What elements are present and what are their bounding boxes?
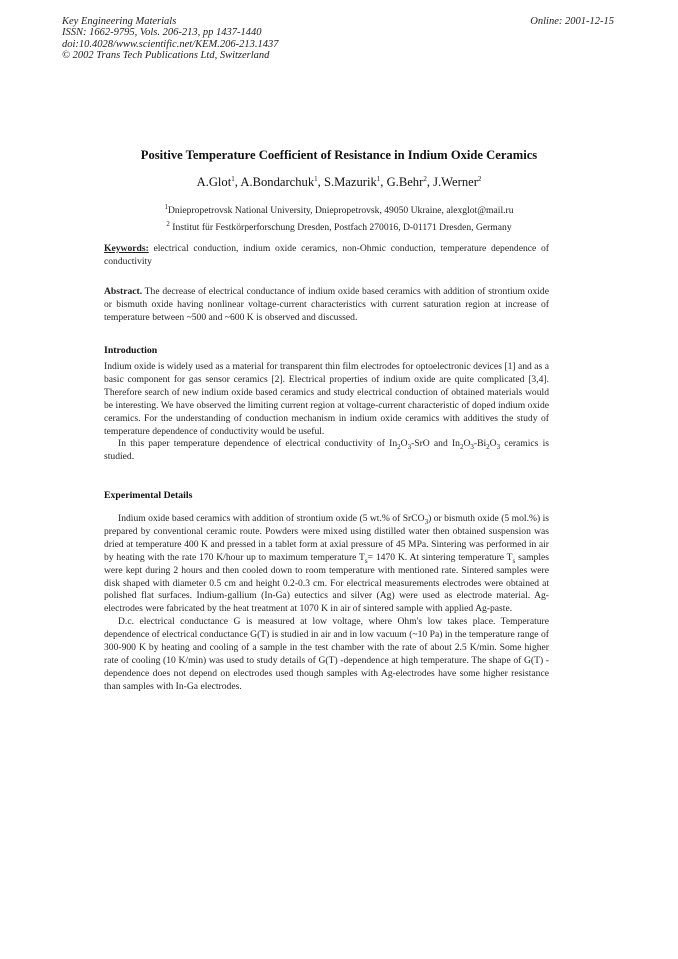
paragraph: In this paper temperature dependence of electrical conductivity of $In_2O_3$-SrO and $In_2O_3-Bi_2O_3$ ceramics is studied. (104, 438, 549, 463)
keywords-label: Keywords: (104, 243, 149, 254)
section-heading-experimental: Experimental Details (104, 490, 193, 501)
author-name: J.Werner (433, 175, 478, 190)
author-name: A.Bondarchuk (240, 175, 315, 190)
author-name: A.Glot (196, 175, 232, 190)
affiliation-marker: 1 (231, 175, 235, 183)
online-date: Online: 2001-12-15 (530, 16, 614, 27)
affiliation-1: $^1$Dniepropetrovsk National University, Dniepropetrovsk, 49050 Ukraine, alexglot@mail.ru (164, 203, 514, 217)
publication-header (62, 16, 279, 61)
affiliation-2: $^2$ Institut für Festkörperforschung Dresden, Postfach 270016, D-01171 Dresden, Germany (166, 219, 512, 233)
doi-line: doi:10.4028/www.scientific.net/KEM.206-213.1437 (62, 38, 279, 50)
paragraph: Indium oxide based ceramics with addition of strontium oxide (5 wt.% of SrCO$_3$) or bismuth oxide (5 mol.%) is prepared by conventional ceramic route. Powders were mixed using distilled water then obtained suspension was dried at temperature 400 K and pressed in a tablet form at axial pressure of 45 MPa. Sintering was performed in air by heating with the rate 170 K/hour up to maximum temperature $T_s= 1470$ K. At sintering temperature $T_s$ samples were kept during 2 hours and then cooled down to room temperature with mentioned rate. Sintered samples were disk shaped with diameter 0.5 cm and height 0.2-0.3 cm. For electrical measurements electrodes were obtained at polished flat surfaces. Indium-gallium (In-Ga) eutectics and silver (Ag) were used as electrode material. Ag-electrodes were fabricated by the heat treatment at 1070 K in air of sintered sample with applied Ag-paste. (104, 513, 549, 615)
affiliation-marker: 2 (423, 175, 427, 183)
affiliation-marker: 2 (477, 175, 482, 183)
keywords-text: electrical conduction, indium oxide ceramics, non-Ohmic conduction, temperature dependence of conductivity (104, 243, 549, 267)
abstract-text: The decrease of electrical conductance of indium oxide based ceramics with addition of strontium oxide or bismuth oxide having nonlinear voltage-current characteristics with current saturation region at increase of temperature between ~500 and ~600 K is observed and discussed. (104, 286, 549, 323)
copyright-line: © 2002 Trans Tech Publications Ltd, Switzerland (62, 49, 270, 61)
author-name: G.Behr (386, 175, 424, 190)
issn-line: ISSN: 1662-9795, Vols. 206-213, pp 1437-1440 (62, 27, 262, 39)
keywords (104, 243, 549, 269)
paper-title: Positive Temperature Coefficient of Resistance in Indium Oxide Ceramics (140, 148, 538, 162)
abstract (104, 286, 549, 325)
section-heading-introduction: Introduction (104, 345, 158, 356)
paragraph: D.c. electrical conductance G is measured at low voltage, where Ohm's low takes place. Temperature dependence of electrical conductance G(T) is studied in air and in low vacuum (~10 Pa) in the temperature range of 300-900 K by heating and cooling of a sample in the test chamber with the rate of about 2.5 K/min. Some higher rate of cooling (10 K/min) was used to study details of G(T) -dependence at high temperature. The shape of G(T) -dependence does not depend on electrodes used though samples with Ag-electrodes have some higher resistance than samples with In-Ga electrodes. (104, 616, 549, 692)
introduction-body (104, 361, 549, 464)
experimental-body (104, 513, 549, 694)
journal-name: Key Engineering Materials (62, 16, 177, 27)
author-list: A.Glot$^1$, A.Bondarchuk$^1$, S.Mazurik$^1$, G.Behr$^2$, J.Werner$^2$ (196, 175, 482, 190)
affiliation-marker: 1 (376, 175, 381, 183)
abstract-label: Abstract. (104, 286, 143, 297)
author-name: S.Mazurik (323, 175, 377, 190)
affiliations (0, 201, 678, 234)
paragraph: Indium oxide is widely used as a material for transparent thin film electrodes for optoelectronic devices [1] and as a basic component for gas sensor ceramics [2]. Electrical properties of indium oxide are quite complicated [3,4]. Therefore search of new indium oxide based ceramics and study electrical conduction of obtained materials would be interesting. We have observed the limiting current region at voltage-current characteristic of doped indium oxide ceramics. For the understanding of conduction mechanism in indium oxide ceramics with additives the study of temperature dependence of conductivity would be useful. (104, 361, 549, 437)
affiliation-marker: 1 (314, 175, 318, 183)
